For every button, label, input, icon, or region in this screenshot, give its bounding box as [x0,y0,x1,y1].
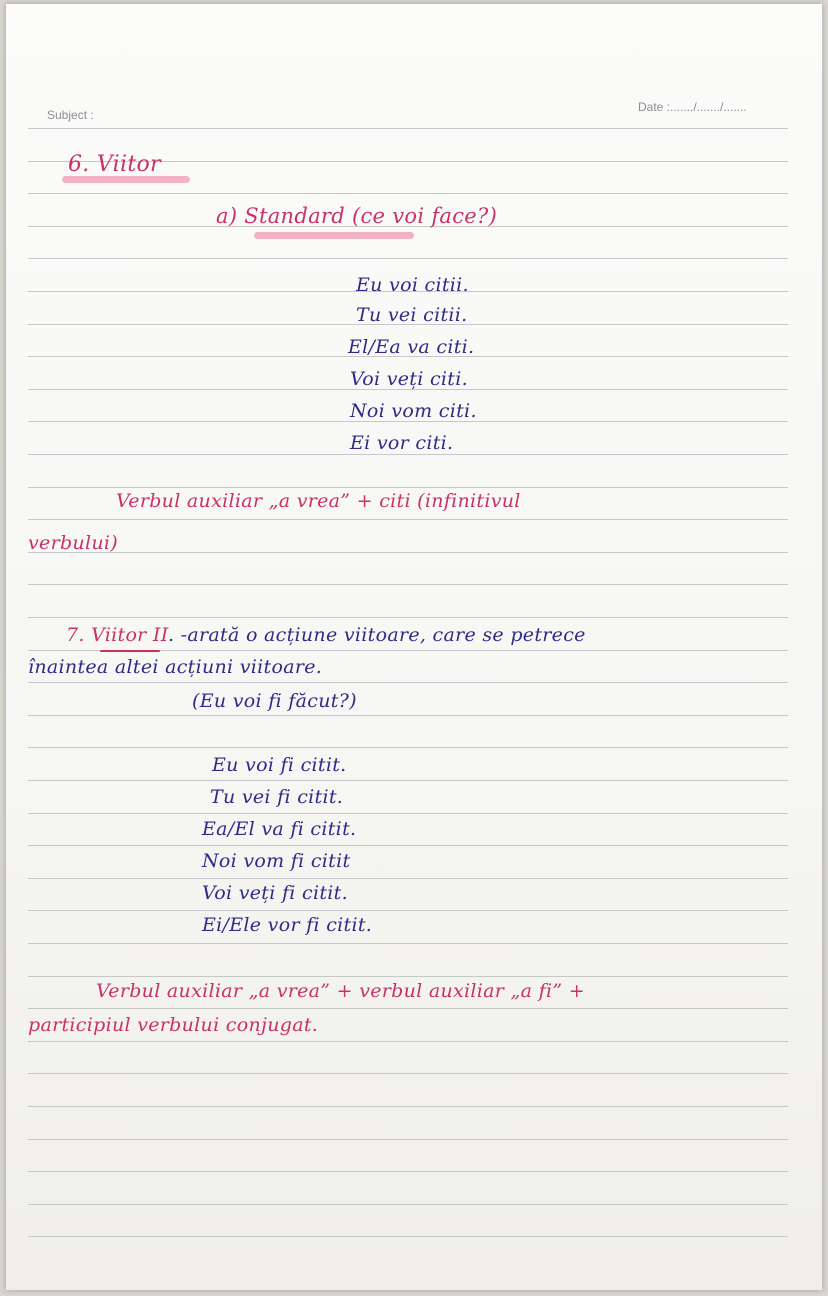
title-highlight [62,176,190,183]
section-7-title: 7. Viitor II [66,624,169,646]
ruled-line [28,1204,788,1205]
section-6-rule-continued: verbului) [28,532,118,554]
conjugation-line: Eu voi fi citit. [212,754,347,776]
conjugation-line: Noi vom citi. [350,400,477,422]
section-7-rule: Verbul auxiliar „a vrea” + verbul auxiliar „a fi” + [96,980,585,1002]
ruled-line [28,487,788,488]
ruled-line [28,584,788,585]
ruled-line [28,943,788,944]
title-underline [100,650,160,652]
ruled-line [28,519,788,520]
conjugation-line: Ei vor citi. [350,432,454,454]
section-7-example: (Eu voi fi făcut?) [192,690,357,712]
ruled-line [28,813,788,814]
ruled-line [28,682,788,683]
section-7-description-continued: înaintea altei acțiuni viitoare. [28,656,323,678]
ruled-line [28,454,788,455]
ruled-line [28,1139,788,1140]
conjugation-line: Ei/Ele vor fi citit. [202,914,373,936]
section-7-description: . -arată o acțiune viitoare, care se petrece [168,624,586,646]
conjugation-line: Tu vei citii. [356,304,468,326]
section-6-subtitle: a) Standard (ce voi face?) [216,204,498,228]
ruled-line [28,1041,788,1042]
conjugation-line: Tu vei fi citit. [210,786,344,808]
ruled-line [28,552,788,553]
conjugation-line: Ea/El va fi citit. [202,818,357,840]
ruled-line [28,747,788,748]
ruled-line [28,1236,788,1237]
ruled-line [28,1008,788,1009]
notebook-page [6,4,822,1290]
ruled-line [28,1171,788,1172]
ruled-line [28,878,788,879]
ruled-line [28,617,788,618]
section-6-title: 6. Viitor [68,152,161,177]
ruled-line [28,780,788,781]
ruled-line [28,976,788,977]
conjugation-line: Voi veți fi citit. [202,882,348,904]
date-label: Date :......./......./....... [638,100,747,114]
section-7-rule-continued: participiul verbului conjugat. [28,1014,319,1036]
ruled-line [28,258,788,259]
ruled-line [28,128,788,129]
conjugation-line: Voi veți citi. [350,368,468,390]
ruled-line [28,1106,788,1107]
ruled-line [28,193,788,194]
conjugation-line: El/Ea va citi. [348,336,475,358]
subject-label: Subject : [47,108,94,122]
section-6-rule: Verbul auxiliar „a vrea” + citi (infinitivul [116,490,521,512]
ruled-line [28,910,788,911]
conjugation-line: Noi vom fi citit [202,850,351,872]
subtitle-highlight [254,232,414,239]
ruled-line [28,715,788,716]
ruled-line [28,845,788,846]
conjugation-line: Eu voi citii. [356,274,469,296]
ruled-line [28,1073,788,1074]
